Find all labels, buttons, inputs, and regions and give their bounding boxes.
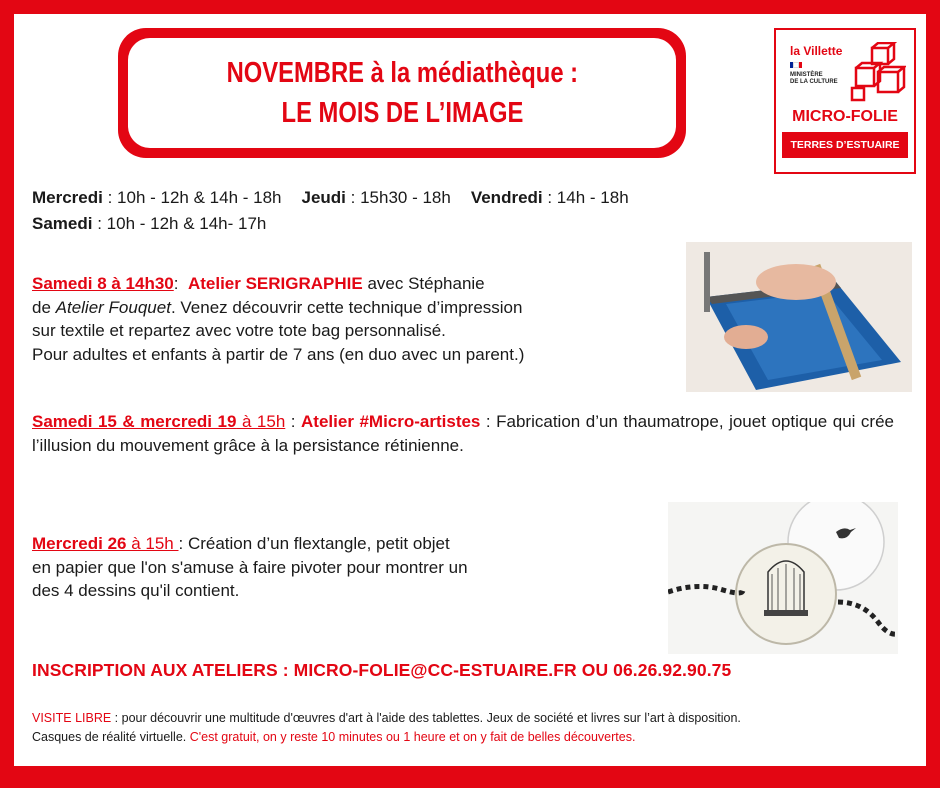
footer-line-2 (32, 728, 922, 747)
title-panel (128, 38, 676, 148)
hours-line-1 (32, 185, 629, 211)
day-samedi: Samedi (32, 214, 93, 233)
event-serigraphie (32, 272, 682, 366)
day-vendredi: Vendredi (470, 188, 543, 207)
event2-date: Samedi 15 & mercredi 19 (32, 412, 237, 431)
event2-sep: : (285, 412, 302, 431)
event1-line-4: Pour adultes et enfants à partir de 7 ans (en duo avec un parent.) (32, 344, 525, 364)
event3-time: à 15h (126, 534, 179, 553)
screen-printing-illustration (686, 242, 912, 392)
event1-text-1: avec Stéphanie (362, 274, 485, 293)
micro-folie-logo (774, 28, 916, 174)
event-flextangle (32, 532, 652, 603)
opening-hours (32, 185, 629, 237)
hours-line-2 (32, 211, 629, 237)
footer-text-3: C'est gratuit, on y reste 10 minutes ou 1 heure et on y fait de belles découvertes. (189, 730, 636, 744)
day-mercredi: Mercredi (32, 188, 103, 207)
footer-visite-libre (32, 709, 922, 747)
event1-text-2: de (32, 297, 56, 317)
event1-title: Atelier SERIGRAPHIE (187, 274, 363, 293)
event2-title: Atelier #Micro-artistes (301, 412, 481, 431)
footer-text-1: : pour découvrir une multitude d'œuvres d'art à l'aide des tablettes. Jeux de société et livres sur l’art à disposition. (111, 711, 741, 725)
title-line-2: LE MOIS DE L’IMAGE (281, 97, 523, 129)
event3-line-3: des 4 dessins qu'il contient. (32, 581, 240, 600)
la-villette-brand: la Villette (790, 44, 843, 58)
day-jeudi: Jeudi (301, 188, 346, 207)
thaumatrope-photo (668, 502, 898, 654)
thaumatrope-illustration (668, 502, 898, 654)
ministry-line-2: DE LA CULTURE (790, 79, 838, 85)
time-samedi: : 10h - 12h & 14h- 17h (92, 214, 267, 233)
cubes-icon (846, 42, 906, 102)
time-vendredi: : 14h - 18h (542, 188, 629, 207)
event3-text-1: : Création d’un flextangle, petit objet (178, 534, 450, 553)
event-micro-artistes (32, 410, 894, 457)
event1-colon: : (173, 274, 179, 293)
poster-card (14, 14, 926, 766)
time-jeudi: : 15h30 - 18h (345, 188, 451, 207)
event1-line-2 (32, 296, 682, 320)
footer-text-2: Casques de réalité virtuelle. (32, 730, 190, 744)
event1-date: Samedi 8 à 14h30 (32, 274, 174, 293)
title-frame (118, 28, 686, 158)
event2-time: à 15h (236, 412, 286, 431)
serigraphie-photo (686, 242, 912, 392)
inscription-contact: INSCRIPTION AUX ATELIERS : MICRO-FOLIE@CC-ESTUAIRE.FR OU 06.26.92.90.75 (32, 660, 732, 680)
ministry-label (790, 72, 838, 86)
title-line-1: NOVEMBRE à la médiathèque : (226, 57, 578, 89)
event3-line-2: en papier que l'on s'amuse à faire pivoter pour montrer un (32, 557, 468, 577)
event2-text: : Fabrication d’un thaumatrope, jouet optique qui crée l’illusion du mouvement grâce à la persistance rétinienne. (32, 412, 895, 455)
event3-line-1 (32, 532, 652, 556)
footer-line-1 (32, 709, 922, 728)
time-mercredi: : 10h - 12h & 14h - 18h (102, 188, 282, 207)
ministry-line-1: MINISTÈRE (790, 72, 823, 78)
logo-name: MICRO-FOLIE (792, 108, 898, 125)
event1-atelier-name: Atelier Fouquet (55, 297, 171, 317)
event1-line-1 (32, 272, 682, 296)
french-flag-icon (790, 62, 802, 68)
event1-text-3: . Venez découvrir cette technique d’impression (170, 297, 523, 317)
logo-subtitle: TERRES D’ESTUAIRE (782, 132, 908, 158)
event3-date: Mercredi 26 (32, 534, 127, 553)
event1-line-3: sur textile et repartez avec votre tote bag personnalisé. (32, 321, 446, 340)
footer-label: VISITE LIBRE (32, 711, 112, 725)
